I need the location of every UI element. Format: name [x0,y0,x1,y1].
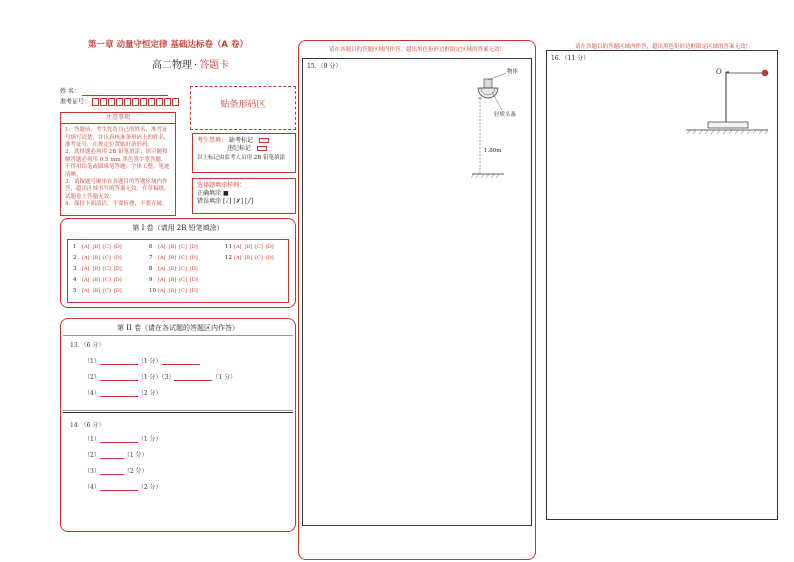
absent-label: 缺考标记 [228,137,253,144]
q14-line-4 [84,482,162,491]
sheet-subtitle: 答题卡 [199,60,230,71]
mc-bubble[interactable]: [C] [255,255,263,261]
mc-number: 10 [149,288,156,294]
q14-head: 14．（6 分） [70,422,105,429]
mc-bubble[interactable]: [D] [189,266,198,272]
q15-head: 15．（9 分） [307,63,342,70]
mc-bubble[interactable]: [C] [179,277,187,283]
figure-cup-label: 轻质头盔 [494,112,517,118]
mc-bubble[interactable]: [C] [103,255,111,261]
mc-question-2 [73,255,125,261]
mc-bubble[interactable]: [B] [92,277,101,283]
mc-question-11 [225,244,277,250]
q16-figure [680,62,772,144]
cart-base [708,122,748,128]
mc-bubble[interactable]: [D] [113,266,122,272]
mc-bubble[interactable]: [A] [158,244,166,250]
mc-bubble[interactable]: [B] [168,288,177,294]
mc-question-7 [149,255,201,261]
candidate-status-box [192,133,296,173]
mc-number: 4 [73,277,77,283]
figure-height-label: 1.80m [484,148,502,154]
q13-blank-1[interactable] [100,358,138,365]
mc-bubble[interactable]: [D] [113,255,122,261]
mc-bubble[interactable]: [D] [113,277,122,283]
notice-title: 注意事项 [61,113,175,124]
mc-number: 8 [149,266,153,272]
q14-l1-score: （1 分） [137,436,162,443]
mc-bubble[interactable]: [B] [244,255,253,261]
ground-hatch-right [687,130,768,134]
mc-number: 12 [225,255,232,261]
violation-checkbox[interactable] [257,146,267,151]
q14-l3-score: （2 分） [123,468,148,475]
q13-blank-4[interactable] [174,374,212,381]
mc-question-9 [149,277,201,283]
q13-line-2 [84,372,236,381]
mc-bubble[interactable]: [B] [92,244,101,250]
mc-bubble[interactable]: [B] [92,266,101,272]
part1-grid [67,239,289,303]
mc-bubble[interactable]: [D] [113,288,122,294]
q14-line-3 [84,466,148,475]
object-block [484,79,492,88]
ground-hatch [471,174,499,178]
fill-sample-title: 选择题填涂样例： [197,182,246,189]
mc-bubble[interactable]: [A] [158,266,166,272]
mc-number: 3 [73,266,77,272]
violation-row [197,145,291,153]
mc-bubble[interactable]: [A] [82,266,90,272]
part1-title: 第 I 卷（请用 2B 铅笔填涂） [132,224,224,232]
q13-blank-2[interactable] [162,358,200,365]
q13-l1-num: （1） [84,358,100,365]
q13-blank-5[interactable] [100,390,138,397]
mc-bubble[interactable]: [D] [189,288,198,294]
mc-question-5 [73,288,125,294]
q13-line-3 [84,388,162,397]
mc-bubble[interactable]: [B] [244,244,253,250]
mc-number: 11 [225,244,232,250]
q14-blank-2[interactable] [100,452,124,459]
notice-item-3: 3．请按题号顺序在各题目的答题区域内作答，超出区域书写的答案无效；在草稿纸、试题卷上答题无效。 [65,179,170,200]
mc-bubble[interactable]: [C] [103,266,111,272]
mc-bubble[interactable]: [D] [189,277,198,283]
q14-l3-num: （3） [84,468,100,475]
q13-l2-num: （2） [84,374,100,381]
mc-bubble[interactable]: [D] [265,244,274,250]
mc-number: 6 [149,244,153,250]
mc-question-8 [149,266,201,272]
mc-number: 1 [73,244,77,250]
sheet-title-row [152,56,229,71]
mc-bubble[interactable]: [A] [82,255,90,261]
mc-question-12 [225,255,277,261]
mc-bubble[interactable]: [C] [179,266,187,272]
mc-bubble[interactable]: [A] [82,288,90,294]
mc-bubble[interactable]: [A] [234,244,242,250]
mc-bubble[interactable]: [D] [189,255,198,261]
q14-l2-score: （1 分） [123,452,148,459]
notice-box [60,112,176,216]
id-row [60,98,180,107]
q14-line-1 [84,434,162,443]
mc-bubble[interactable]: [B] [168,255,177,261]
notice-list [61,124,175,212]
mc-question-6 [149,244,201,250]
q13-l2-score: （1 分）（3） [137,374,175,381]
mc-bubble[interactable]: [B] [92,255,101,261]
q14-blank-4[interactable] [100,484,138,491]
absent-checkbox[interactable] [259,138,269,143]
mc-bubble[interactable]: [A] [158,288,166,294]
mc-bubble[interactable]: [C] [103,277,111,283]
notice-item-1: 1．答题前，考生先将自己的姓名，准考证号填写清楚，并认真核准条形码上的姓名、准考证号，在规定位置贴好条形码。 [65,127,170,148]
mc-bubble[interactable]: [A] [82,277,90,283]
status-note: 以上标记由监考人员用 2B 铅笔填涂 [197,155,286,162]
q15-figure [462,66,532,186]
q16-head: 16．（11 分） [551,55,590,62]
mc-question-4 [73,277,125,283]
id-label: 准考证号： [60,98,91,106]
wrong-fill-label: 错误填涂 [197,198,222,206]
mc-grid [73,244,283,300]
mc-number: 5 [73,288,77,294]
barcode-area [190,86,296,130]
mc-bubble[interactable]: [A] [158,255,166,261]
absent-row [197,137,291,145]
mc-bubble[interactable]: [C] [103,244,111,250]
fill-sample-box [192,178,296,214]
mc-bubble[interactable]: [D] [265,255,274,261]
sheet-title: 高二物理 [152,60,192,71]
q13-blank-3[interactable] [100,374,138,381]
notice-item-2: 2．选择题必须用 2B 铅笔填涂；填空题和解答题必须用 0.5 mm 黑色签字笔答题，不得用铅笔或圆珠笔答题；字体工整、笔迹清晰。 [65,149,170,178]
mc-number: 7 [149,255,153,261]
mc-question-3 [73,266,125,272]
mc-bubble[interactable]: [A] [234,255,242,261]
wrong-fill-row [197,198,291,206]
q14-l4-num: （4） [84,484,100,491]
mc-bubble[interactable]: [B] [168,244,177,250]
correct-fill-label: 正确填涂 [197,190,222,198]
point-o-label: O [716,68,722,76]
correct-fill-row [197,190,291,198]
right-warning: 请在各题目的答题区域内作答，超出黑色矩形边框限定区域的答案无效！ [574,44,751,50]
mc-bubble[interactable]: [C] [255,244,263,250]
chapter-title: 第一章 动量守恒定律 基础达标卷（A 卷） [88,40,248,50]
part1-box [60,218,296,308]
mc-bubble[interactable]: [C] [179,244,187,250]
mc-bubble[interactable]: [D] [189,244,198,250]
q13-line-1 [84,356,200,365]
mc-bubble[interactable]: [B] [92,288,101,294]
wrong-fill-marks: [✓] [✗] [╱] [222,198,254,206]
sheet-dot: · [194,60,198,71]
q14-l1-num: （1） [84,436,100,443]
q13-l3-score: （2 分） [137,390,162,397]
q13-l2-score2: （1 分） [212,374,237,381]
q14-l4-score: （2 分） [137,484,162,491]
barcode-label: 贴条形码区 [220,100,266,110]
q14-blank-3[interactable] [100,468,124,475]
mc-bubble[interactable]: [A] [158,277,166,283]
q13-head: 13．（6 分） [70,342,105,349]
figure-object-label: 物体 [507,69,519,75]
q13-l1-score: （1 分） [137,358,162,365]
q14-blank-1[interactable] [100,436,138,443]
middle-warning: 请在各题目的答题区域内作答，超出黑色矩形边框限定区域的答案无效！ [328,47,505,53]
mc-bubble[interactable]: [A] [82,244,90,250]
q13-l3-num: （4） [84,390,100,397]
name-label: 姓 名： [60,88,80,95]
mc-question-1 [73,244,125,250]
status-label: 考生禁填： [197,137,228,144]
mc-bubble[interactable]: [B] [168,266,177,272]
correct-fill-mark: ■ [222,190,229,198]
mc-bubble[interactable]: [D] [113,244,122,250]
q14-l2-num: （2） [84,452,100,459]
name-field[interactable] [82,89,168,96]
mc-bubble[interactable]: [B] [168,277,177,283]
mc-question-10 [149,288,201,294]
notice-item-4: 4．保持卡面清洁，不要折叠、不要弄破。 [65,201,168,208]
part2-title: 第 II 卷（请在各试题的答题区内作答） [117,324,239,332]
mc-bubble[interactable]: [C] [179,255,187,261]
q14-line-2 [84,450,148,459]
mc-number: 9 [149,277,153,283]
mc-number: 2 [73,255,77,261]
mc-bubble[interactable]: [C] [179,288,187,294]
name-row [60,88,168,96]
id-cells[interactable] [92,99,180,106]
mc-bubble[interactable]: [C] [103,288,111,294]
pendulum-bob [762,70,768,76]
violation-label: 违纪标记 [227,145,252,153]
